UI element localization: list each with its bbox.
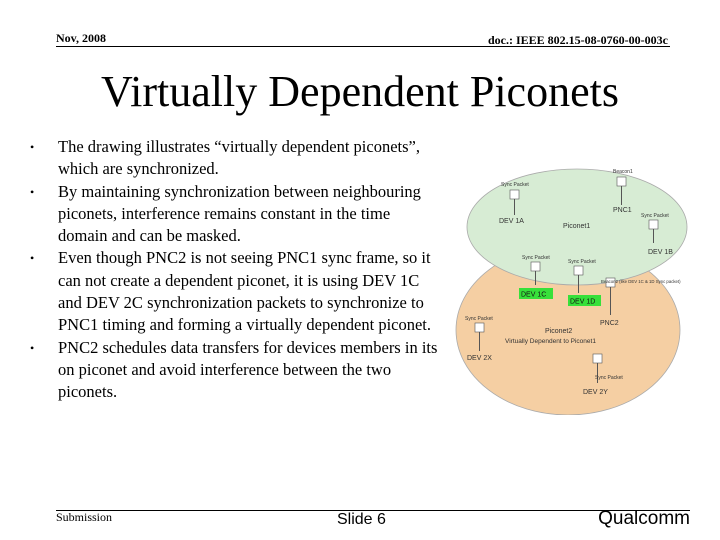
pnc2-label: PNC2 — [600, 320, 619, 327]
piconet2-sublabel: Virtually Dependent to Piconet1 — [505, 338, 596, 345]
footer-submission: Submission — [56, 510, 113, 524]
slide-title: Virtually Dependent Piconets — [101, 67, 619, 116]
dev1d-label: DEV 1D — [570, 298, 596, 306]
dev2y-label: DEV 2Y — [583, 389, 608, 396]
bullet-list — [30, 136, 440, 404]
pnc1-label: PNC1 — [613, 207, 632, 214]
header-rule — [56, 46, 670, 47]
dev1b-label: DEV 1B — [648, 249, 673, 256]
beacon1-label: Beacon1 — [613, 169, 633, 175]
bullet-item — [30, 181, 440, 248]
bullet-dot-icon: • — [30, 251, 35, 266]
bullet-item — [30, 136, 440, 181]
bullet-item — [30, 337, 440, 404]
header-doc-id: doc.: IEEE 802.15-08-0760-00-003c — [488, 33, 668, 47]
dev2x-label: DEV 2X — [467, 355, 492, 362]
piconet1-label: Piconet1 — [563, 223, 591, 230]
dev1c-label: DEV 1C — [521, 291, 547, 299]
bullet-text: Even though PNC2 is not seeing PNC1 sync frame, so it can not create a dependent piconet, it is using DEV 1C and DEV 2C synchronization packets to synchronize to PNC1 timing and forming a virtually dependent piconet. — [58, 248, 432, 335]
sync-packet-label: Sync Packet — [568, 259, 596, 265]
sync-packet-label: Sync Packet — [465, 316, 493, 322]
bullet-text: PNC2 schedules data transfers for devices members in its on piconet and avoid interference between the two piconets. — [58, 337, 438, 402]
beacon2-label: Beacon2 (like DEV 1C & 1D Sync packet) — [601, 279, 681, 284]
bullet-text: By maintaining synchronization between neighbouring piconets, interference remains constant in the time domain and can be masked. — [58, 181, 421, 246]
piconet-diagram — [455, 165, 690, 415]
sync-packet-label: Sync Packet — [641, 213, 669, 219]
bullet-dot-icon: • — [30, 184, 35, 199]
footer-slide-number: Slide 6 — [337, 511, 386, 528]
bullet-item — [30, 247, 440, 336]
dev1a-label: DEV 1A — [499, 218, 524, 225]
piconet2-label: Piconet2 — [545, 328, 573, 335]
header-date: Nov, 2008 — [56, 31, 107, 45]
sync-packet-label: Sync Packet — [501, 182, 529, 188]
sync-packet-label: Sync Packet — [595, 375, 623, 381]
bullet-dot-icon: • — [30, 340, 35, 355]
sync-packet-label: Sync Packet — [522, 255, 550, 261]
bullet-text: The drawing illustrates “virtually dependent piconets”, which are synchronized. — [58, 137, 420, 179]
bullet-dot-icon: • — [30, 140, 35, 154]
footer-organization: Qualcomm — [598, 508, 690, 529]
